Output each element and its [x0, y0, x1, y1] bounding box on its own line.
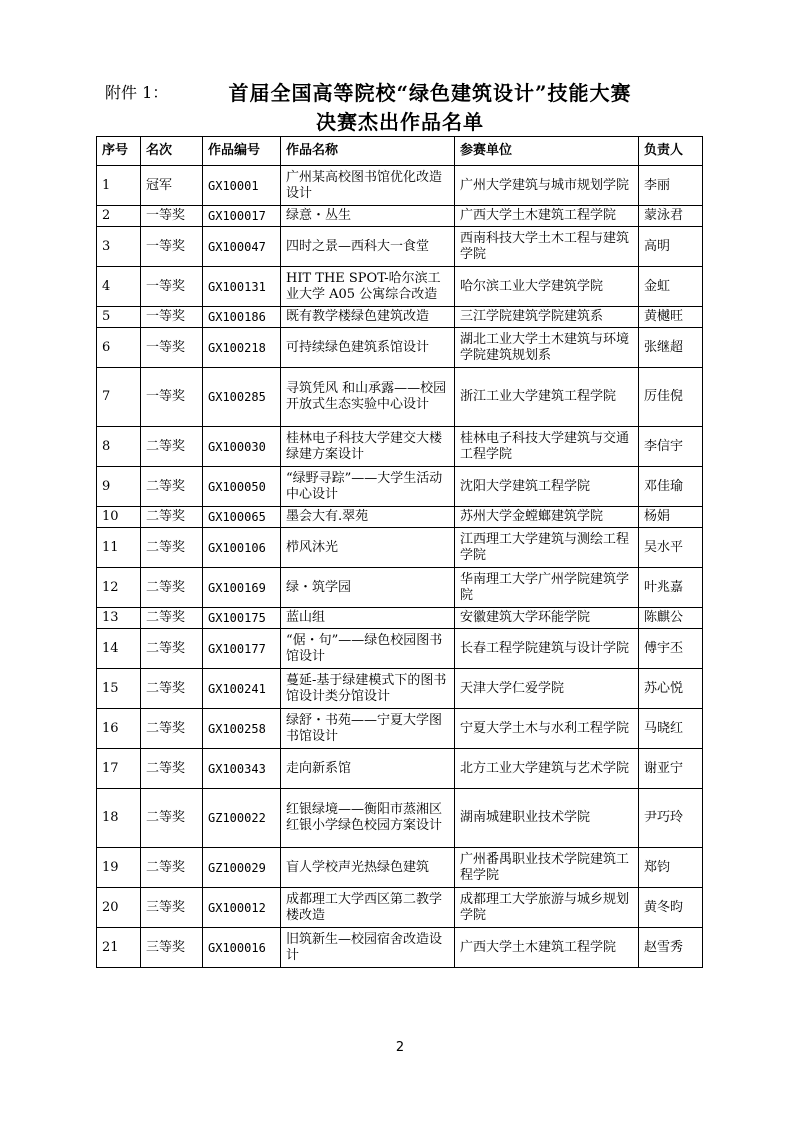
cell-no: 17	[97, 749, 141, 789]
cell-leader: 陈麒公	[639, 608, 703, 629]
cell-unit: 华南理工大学广州学院建筑学院	[455, 568, 639, 608]
cell-rank: 一等奖	[141, 328, 203, 368]
cell-code: GX100343	[203, 749, 281, 789]
cell-name: “倨・句”——绿色校园图书馆设计	[281, 629, 455, 669]
cell-no: 20	[97, 888, 141, 928]
cell-leader: 吴水平	[639, 528, 703, 568]
cell-no: 6	[97, 328, 141, 368]
table-row	[97, 608, 703, 629]
cell-unit: 桂林电子科技大学建筑与交通工程学院	[455, 427, 639, 467]
cell-leader: 赵雪秀	[639, 928, 703, 968]
table-row	[97, 507, 703, 528]
cell-no: 13	[97, 608, 141, 629]
cell-no: 12	[97, 568, 141, 608]
cell-leader: 李信宇	[639, 427, 703, 467]
table-row	[97, 227, 703, 267]
cell-code: GX100065	[203, 507, 281, 528]
cell-rank: 一等奖	[141, 206, 203, 227]
cell-leader: 苏心悦	[639, 669, 703, 709]
winners-table	[96, 136, 703, 968]
col-header-unit: 参赛单位	[455, 137, 639, 166]
cell-rank: 二等奖	[141, 507, 203, 528]
cell-code: GX100030	[203, 427, 281, 467]
cell-leader: 李丽	[639, 166, 703, 206]
cell-name: 桂林电子科技大学建交大楼绿建方案设计	[281, 427, 455, 467]
cell-no: 1	[97, 166, 141, 206]
cell-rank: 一等奖	[141, 368, 203, 427]
cell-no: 19	[97, 848, 141, 888]
cell-no: 5	[97, 307, 141, 328]
cell-code: GX100012	[203, 888, 281, 928]
page-number: 2	[395, 1040, 405, 1055]
cell-unit: 广西大学土木建筑工程学院	[455, 206, 639, 227]
table-row	[97, 267, 703, 307]
table-row	[97, 206, 703, 227]
cell-code: GX100177	[203, 629, 281, 669]
cell-code: GX100016	[203, 928, 281, 968]
cell-no: 8	[97, 427, 141, 467]
cell-no: 15	[97, 669, 141, 709]
cell-leader: 谢亚宁	[639, 749, 703, 789]
cell-unit: 浙江工业大学建筑工程学院	[455, 368, 639, 427]
table-row	[97, 307, 703, 328]
cell-code: GX100169	[203, 568, 281, 608]
cell-no: 4	[97, 267, 141, 307]
cell-unit: 广州番禺职业技术学院建筑工程学院	[455, 848, 639, 888]
cell-rank: 二等奖	[141, 669, 203, 709]
cell-rank: 一等奖	[141, 227, 203, 267]
cell-code: GX100047	[203, 227, 281, 267]
table-row	[97, 467, 703, 507]
table-row	[97, 928, 703, 968]
cell-no: 14	[97, 629, 141, 669]
cell-code: GX100258	[203, 709, 281, 749]
cell-rank: 二等奖	[141, 528, 203, 568]
cell-unit: 广西大学土木建筑工程学院	[455, 928, 639, 968]
cell-name: 成都理工大学西区第二教学楼改造	[281, 888, 455, 928]
cell-unit: 江西理工大学建筑与测绘工程学院	[455, 528, 639, 568]
cell-unit: 长春工程学院建筑与设计学院	[455, 629, 639, 669]
cell-leader: 杨娟	[639, 507, 703, 528]
cell-unit: 三江学院建筑学院建筑系	[455, 307, 639, 328]
col-header-code: 作品编号	[203, 137, 281, 166]
col-header-leader: 负责人	[639, 137, 703, 166]
cell-unit: 湖北工业大学土木建筑与环境学院建筑规划系	[455, 328, 639, 368]
table-body	[97, 166, 703, 968]
cell-name: 绿舒・书苑——宁夏大学图书馆设计	[281, 709, 455, 749]
cell-leader: 厉佳倪	[639, 368, 703, 427]
cell-name: 旧筑新生—校园宿舍改造设计	[281, 928, 455, 968]
cell-rank: 一等奖	[141, 267, 203, 307]
cell-leader: 傅宇丕	[639, 629, 703, 669]
cell-code: GX100106	[203, 528, 281, 568]
cell-unit: 天津大学仁爱学院	[455, 669, 639, 709]
cell-name: “绿野寻踪”——大学生活动中心设计	[281, 467, 455, 507]
cell-no: 10	[97, 507, 141, 528]
cell-unit: 苏州大学金螳螂建筑学院	[455, 507, 639, 528]
table-row	[97, 166, 703, 206]
cell-unit: 宁夏大学土木与水利工程学院	[455, 709, 639, 749]
table-row	[97, 629, 703, 669]
cell-rank: 二等奖	[141, 568, 203, 608]
cell-name: 走向新系馆	[281, 749, 455, 789]
cell-rank: 二等奖	[141, 427, 203, 467]
cell-leader: 黄冬昀	[639, 888, 703, 928]
cell-leader: 马晓红	[639, 709, 703, 749]
table-header-row	[97, 137, 703, 166]
cell-leader: 郑钧	[639, 848, 703, 888]
cell-name: 广州某高校图书馆优化改造设计	[281, 166, 455, 206]
cell-no: 7	[97, 368, 141, 427]
cell-name: 四时之景—西科大一食堂	[281, 227, 455, 267]
cell-name: 绿意・丛生	[281, 206, 455, 227]
cell-leader: 蒙泳君	[639, 206, 703, 227]
cell-unit: 北方工业大学建筑与艺术学院	[455, 749, 639, 789]
cell-no: 21	[97, 928, 141, 968]
cell-code: GX100175	[203, 608, 281, 629]
table-row	[97, 888, 703, 928]
cell-code: GX100131	[203, 267, 281, 307]
cell-no: 9	[97, 467, 141, 507]
cell-rank: 二等奖	[141, 467, 203, 507]
title-line-2: 决赛杰出作品名单	[316, 110, 484, 134]
cell-rank: 三等奖	[141, 928, 203, 968]
cell-leader: 黄樾旺	[639, 307, 703, 328]
cell-no: 11	[97, 528, 141, 568]
cell-code: GX10001	[203, 166, 281, 206]
cell-unit: 湖南城建职业技术学院	[455, 789, 639, 848]
table-row	[97, 368, 703, 427]
cell-rank: 冠军	[141, 166, 203, 206]
table-row	[97, 848, 703, 888]
cell-rank: 三等奖	[141, 888, 203, 928]
cell-name: 蔓延-基于绿建模式下的图书馆设计类分馆设计	[281, 669, 455, 709]
cell-rank: 一等奖	[141, 307, 203, 328]
cell-name: 蓝山组	[281, 608, 455, 629]
cell-code: GZ100022	[203, 789, 281, 848]
cell-unit: 哈尔滨工业大学建筑学院	[455, 267, 639, 307]
cell-code: GX100285	[203, 368, 281, 427]
cell-no: 18	[97, 789, 141, 848]
table-row	[97, 669, 703, 709]
table-row	[97, 528, 703, 568]
cell-unit: 西南科技大学土木工程与建筑学院	[455, 227, 639, 267]
cell-name: 可持续绿色建筑系馆设计	[281, 328, 455, 368]
cell-unit: 广州大学建筑与城市规划学院	[455, 166, 639, 206]
cell-unit: 沈阳大学建筑工程学院	[455, 467, 639, 507]
cell-no: 16	[97, 709, 141, 749]
cell-rank: 二等奖	[141, 848, 203, 888]
cell-no: 2	[97, 206, 141, 227]
cell-rank: 二等奖	[141, 629, 203, 669]
cell-name: 绿・筑学园	[281, 568, 455, 608]
col-header-no: 序号	[97, 137, 141, 166]
table-row	[97, 709, 703, 749]
cell-code: GX100186	[203, 307, 281, 328]
cell-code: GX100218	[203, 328, 281, 368]
cell-code: GX100017	[203, 206, 281, 227]
cell-no: 3	[97, 227, 141, 267]
title-line-1: 首届全国高等院校“绿色建筑设计”技能大赛	[228, 81, 632, 105]
table-row	[97, 789, 703, 848]
cell-name: 盲人学校声光热绿色建筑	[281, 848, 455, 888]
cell-name: 墨会大有.翠苑	[281, 507, 455, 528]
cell-leader: 张继超	[639, 328, 703, 368]
cell-leader: 叶兆嘉	[639, 568, 703, 608]
table-row	[97, 328, 703, 368]
col-header-rank: 名次	[141, 137, 203, 166]
cell-name: 寻筑凭风 和山承露——校园开放式生态实验中心设计	[281, 368, 455, 427]
cell-code: GX100241	[203, 669, 281, 709]
cell-leader: 金虹	[639, 267, 703, 307]
cell-name: HIT THE SPOT-哈尔滨工业大学 A05 公寓综合改造	[281, 267, 455, 307]
cell-rank: 二等奖	[141, 709, 203, 749]
table-row	[97, 749, 703, 789]
cell-rank: 二等奖	[141, 789, 203, 848]
cell-name: 栉风沐光	[281, 528, 455, 568]
cell-leader: 邓佳瑜	[639, 467, 703, 507]
table-row	[97, 427, 703, 467]
cell-name: 既有教学楼绿色建筑改造	[281, 307, 455, 328]
attachment-label: 附件 1：	[105, 83, 169, 102]
cell-unit: 成都理工大学旅游与城乡规划学院	[455, 888, 639, 928]
cell-leader: 尹巧玲	[639, 789, 703, 848]
cell-unit: 安徽建筑大学环能学院	[455, 608, 639, 629]
cell-rank: 二等奖	[141, 608, 203, 629]
table-row	[97, 568, 703, 608]
cell-rank: 二等奖	[141, 749, 203, 789]
cell-code: GZ100029	[203, 848, 281, 888]
col-header-name: 作品名称	[281, 137, 455, 166]
cell-code: GX100050	[203, 467, 281, 507]
cell-name: 红银绿境——衡阳市蒸湘区红银小学绿色校园方案设计	[281, 789, 455, 848]
cell-leader: 高明	[639, 227, 703, 267]
